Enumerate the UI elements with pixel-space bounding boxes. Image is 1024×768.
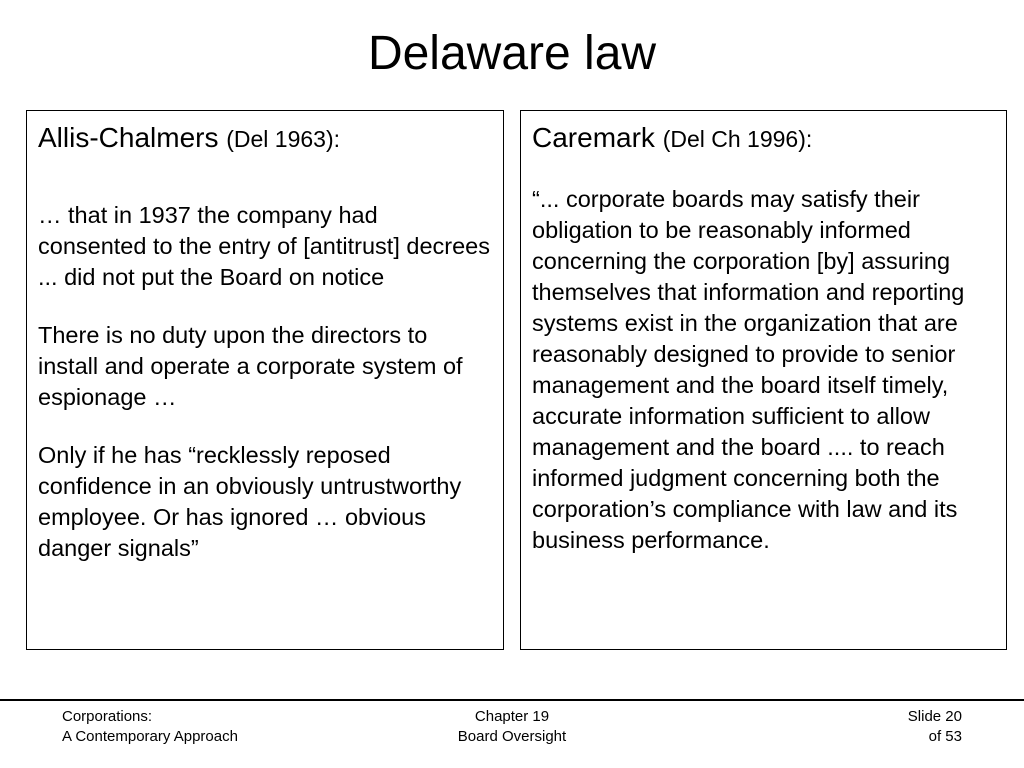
footer-center-line-2: Board Oversight [457, 728, 567, 745]
caremark-heading [532, 121, 994, 156]
allis-chalmers-box [26, 110, 504, 650]
allis-chalmers-heading [38, 121, 491, 156]
footer-left-line-2: A Contemporary Approach [62, 728, 238, 745]
case-citation: (Del Ch 1996): [662, 126, 813, 152]
allis-chalmers-paragraph-2: There is no duty upon the directors to install and operate a corporate system of espionage … [38, 322, 463, 410]
footer-right-line-1: Slide 20 [907, 708, 962, 725]
footer-center-line-1: Chapter 19 [474, 708, 550, 725]
caremark-box [520, 110, 1007, 650]
footer-chapter [412, 707, 612, 747]
case-name: Allis-Chalmers [38, 122, 219, 153]
allis-chalmers-paragraph-1: … that in 1937 the company had consented to the entry of [antitrust] decrees ... did not put the Board on notice [38, 202, 490, 290]
footer-book-title [62, 707, 238, 747]
footer-left-line-1: Corporations: [62, 708, 153, 725]
slide-title: Delaware law [367, 27, 657, 80]
case-citation: (Del 1963): [226, 126, 341, 152]
caremark-quote: “... corporate boards may satisfy their obligation to be reasonably informed concerning the corporation [by] assuring themselves that information and reporting systems exist in the organization that are reasonably designed to provide to senior management and the board itself timely, accurate information sufficient to allow management and the board .... to reach informed judgment concerning both the corporation’s compliance with law and its business performance. [532, 186, 965, 553]
allis-chalmers-paragraph-3: Only if he has “recklessly reposed confidence in an obviously untrustworthy employee. Or has ignored … obvious danger signals” [38, 442, 462, 561]
footer-slide-number [812, 707, 962, 747]
case-name: Caremark [532, 122, 655, 153]
footer-divider [0, 699, 1024, 701]
footer-right-line-2: of 53 [928, 728, 962, 745]
